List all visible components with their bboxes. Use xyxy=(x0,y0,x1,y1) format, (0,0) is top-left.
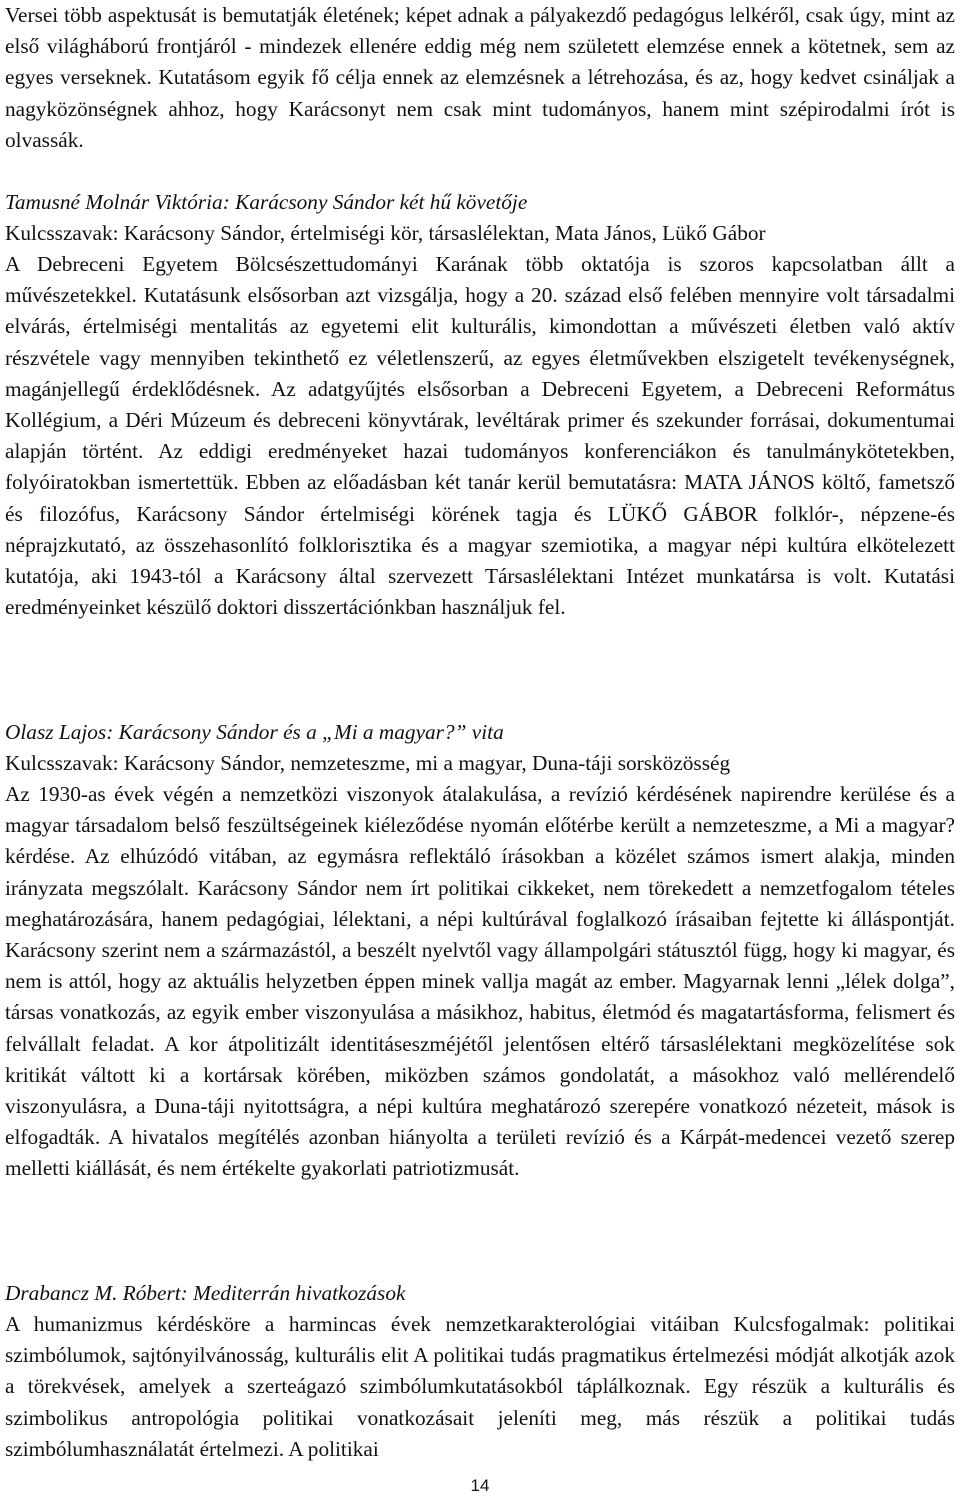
section-title: Drabancz M. Róbert: Mediterrán hivatkozások xyxy=(5,1281,406,1305)
intro-paragraph: Versei több aspektusát is bemutatják életének; képet adnak a pályakezdő pedagógus lelkéről, csak úgy, mint az első világháború frontjáról - mindezek ellenére eddig még nem született elemzése ennek a kötetnek, sem az egyes verseknek. Kutatásom egyik fő célja ennek az elemzésnek a létrehozása, és az, hogy kedvet csináljak a nagyközönségnek ahhoz, hogy Karácsonyt nem csak mint tudományos, hanem mint szépirodalmi írót is olvassák. xyxy=(5,3,955,152)
section-title: Tamusné Molnár Viktória: Karácsony Sándor két hű követője xyxy=(5,190,528,214)
section-body: A humanizmus kérdésköre a harmincas évek nemzetkarakterológiai vitáiban Kulcsfogalmak: politikai szimbólumok, sajtónyilvánosság, kulturális elit A politikai tudás pragmatikus értelmezési módját alkotják azok a törekvések, amelyek a szerteágazó szimbólumkutatásokból táplálkoznak. Egy részük a kulturális és szimbolikus antropológia politikai vonatkozásait jeleníti meg, más részük a politikai tudás szimbólumhasználatát értelmezi. A politikai xyxy=(5,1312,955,1461)
page-number: 14 xyxy=(470,1476,490,1495)
section-title: Olasz Lajos: Karácsony Sándor és a „Mi a magyar?” vita xyxy=(5,720,504,744)
section-body: Az 1930-as évek végén a nemzetközi viszonyok átalakulása, a revízió kérdésének napirendre kerülése és a magyar társadalom belső feszültségeinek kiéleződése nyomán előtérbe került a nemzeteszme, a Mi a magyar? kérdése. Az elhúzódó vitában, az egymásra reflektáló írásokban a közélet számos ismert alakja, minden irányzata megszólalt. Karácsony Sándor nem írt politikai cikkeket, nem törekedett a nemzetfogalom tételes meghatározására, hanem pedagógiai, lélektani, a népi kultúrával foglalkozó írásaiban fejtette ki álláspontját. Karácsony szerint nem a származástól, a beszélt nyelvtől vagy állampolgári státusztól függ, hogy ki magyar, és nem is attól, hogy az aktuális helyzetben éppen minek vallja magát az ember. Magyarnak lenni „lélek dolga”, társas vonatkozás, az egyik ember viszonyulása a másikhoz, habitus, életmód és magatartásforma, felismert és felvállalt feladat. A kor átpolitizált identitáseszméjétől jelentősen eltérő társaslélektani megközelítése sok kritikát váltott ki a kortársak körében, miközben számos gondolatát, a másokhoz való mellérendelő viszonyulásra, a Duna-táji nyitottságra, a népi kultúra meghatározó szerepére vonatkozó nézeteit, mások is elfogadták. A hivatalos megítélés azonban hiányolta a területi revízió és a Kárpát-medencei vezető szerep melletti kiállását, és nem értékelte gyakorlati patriotizmusát. xyxy=(5,782,955,1181)
section-keywords: Kulcsszavak: Karácsony Sándor, értelmiségi kör, társaslélektan, Mata János, Lükő Gábor xyxy=(5,221,766,245)
section-body: A Debreceni Egyetem Bölcsészettudományi Karának több oktatója is szoros kapcsolatban állt a művészetekkel. Kutatásunk elsősorban azt vizsgálja, hogy a 20. század első felében mennyire volt társadalmi elvárás, értelmiségi mentalitás az egyetemi elit kulturális, kimondottan a művészeti életben való aktív részvétele vagy mennyiben tekinthető ez véletlenszerű, az egyes életművekben elszigetelt tevékenységnek, magánjellegű érdeklődésnek. Az adatgyűjtés elsősorban a Debreceni Egyetem, a Debreceni Református Kollégium, a Déri Múzeum és debreceni könyvtárak, levéltárak primer és szekunder forrásai, dokumentumai alapján történt. Az eddigi eredményeket hazai tudományos konferenciákon és tanulmánykötetekben, folyóiratokban ismertettük. Ebben az előadásban két tanár kerül bemutatásra: MATA JÁNOS költő, fametsző és filozófus, Karácsony Sándor értelmiségi körének tagja és LÜKŐ GÁBOR folklór-, népzene-és néprajzkutató, az összehasonlító folklorisztika és a magyar szemiotika, a magyar népi kultúra elkötelezett kutatója, aki 1943-tól a Karácsony által szervezett Társaslélektani Intézet munkatársa is volt. Kutatási eredményeinket készülő doktori disszertációnkban használjuk fel. xyxy=(5,252,955,620)
section-keywords: Kulcsszavak: Karácsony Sándor, nemzeteszme, mi a magyar, Duna-táji sorsközösség xyxy=(5,751,731,775)
